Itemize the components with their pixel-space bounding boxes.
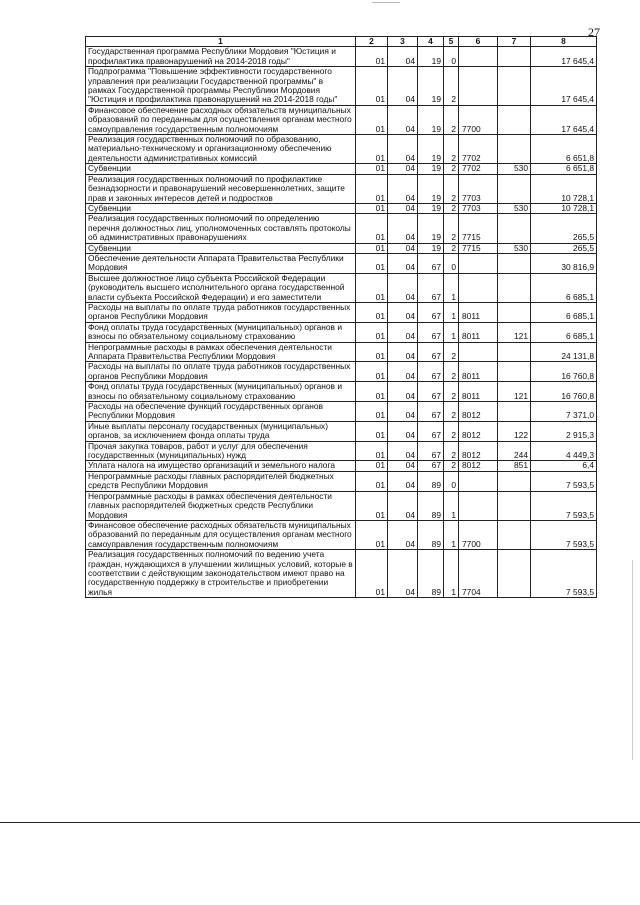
- col-program: 67: [418, 302, 444, 322]
- column-header-4: 4: [418, 37, 444, 47]
- col-program: 19: [418, 203, 444, 213]
- col-target-item: 7703: [459, 203, 498, 213]
- col-section: 01: [356, 243, 388, 253]
- col-section: 01: [356, 47, 388, 67]
- col-expense-type: [498, 302, 531, 322]
- col-subsection: 04: [388, 302, 418, 322]
- col-subsection: 04: [388, 520, 418, 549]
- table-row: [86, 322, 597, 342]
- col-program: 67: [418, 421, 444, 441]
- col-expense-type: 121: [498, 382, 531, 402]
- col-section: 01: [356, 342, 388, 362]
- col-program: 19: [418, 105, 444, 134]
- col-section: 01: [356, 214, 388, 243]
- col-subsection: 04: [388, 342, 418, 362]
- table-row: [86, 174, 597, 203]
- table-row: [86, 550, 597, 598]
- col-section: 01: [356, 135, 388, 164]
- col-subprogram: 2: [444, 105, 459, 134]
- col-amount: 7 593,5: [531, 471, 597, 491]
- bottom-rule: [0, 822, 640, 823]
- col-amount: 6 651,8: [531, 135, 597, 164]
- col-program: 67: [418, 402, 444, 422]
- table-row: [86, 253, 597, 273]
- col-subsection: 04: [388, 441, 418, 461]
- col-amount: 24 131,8: [531, 342, 597, 362]
- col-subsection: 04: [388, 550, 418, 598]
- col-subsection: 04: [388, 421, 418, 441]
- col-amount: 7 593,5: [531, 550, 597, 598]
- table-row: [86, 135, 597, 164]
- column-header-8: 8: [531, 37, 597, 47]
- col-subprogram: 2: [444, 203, 459, 213]
- col-subsection: 04: [388, 47, 418, 67]
- col-section: 01: [356, 421, 388, 441]
- row-name: Уплата налога на имущество организаций и земельного налога: [86, 461, 356, 471]
- col-amount: 7 593,5: [531, 520, 597, 549]
- col-target-item: 8011: [459, 322, 498, 342]
- col-subsection: 04: [388, 362, 418, 382]
- col-section: 01: [356, 253, 388, 273]
- col-target-item: 7702: [459, 135, 498, 164]
- col-program: 67: [418, 382, 444, 402]
- page-number: 27: [588, 25, 600, 39]
- col-subprogram: 2: [444, 461, 459, 471]
- row-name: Расходы на обеспечение функций государственных органов Республики Мордовия: [86, 402, 356, 422]
- table-row: [86, 382, 597, 402]
- col-section: 01: [356, 273, 388, 302]
- col-target-item: 7715: [459, 214, 498, 243]
- col-program: 67: [418, 253, 444, 273]
- row-name: Государственная программа Республики Мордовия "Юстиция и профилактика правонарушений на 2014-2018 годы": [86, 47, 356, 67]
- table-row: [86, 105, 597, 134]
- col-subsection: 04: [388, 273, 418, 302]
- col-subprogram: 2: [444, 135, 459, 164]
- col-amount: 6 685,1: [531, 322, 597, 342]
- column-header-1: 1: [86, 37, 356, 47]
- col-expense-type: 530: [498, 164, 531, 174]
- col-amount: 16 760,8: [531, 382, 597, 402]
- col-subprogram: 1: [444, 273, 459, 302]
- col-subsection: 04: [388, 471, 418, 491]
- col-expense-type: [498, 402, 531, 422]
- col-expense-type: [498, 342, 531, 362]
- col-section: 01: [356, 302, 388, 322]
- table-row: [86, 243, 597, 253]
- col-subsection: 04: [388, 382, 418, 402]
- col-subprogram: 1: [444, 491, 459, 520]
- col-target-item: 8012: [459, 421, 498, 441]
- col-amount: 265,5: [531, 214, 597, 243]
- col-target-item: 8012: [459, 461, 498, 471]
- row-name: Подпрограмма "Повышение эффективности государственного управления при реализации Государственной программы" в рамках Государственной программы Республики Мордовия "Юстиция и профилактика правонарушений на 2014-2018 годы": [86, 67, 356, 106]
- col-expense-type: [498, 135, 531, 164]
- col-subsection: 04: [388, 174, 418, 203]
- col-subprogram: 2: [444, 174, 459, 203]
- col-expense-type: 851: [498, 461, 531, 471]
- col-section: 01: [356, 402, 388, 422]
- col-subsection: 04: [388, 243, 418, 253]
- row-name: Иные выплаты персоналу государственных (муниципальных) органов, за исключением фонда оплаты труда: [86, 421, 356, 441]
- table-row: [86, 441, 597, 461]
- col-expense-type: [498, 174, 531, 203]
- row-name: Реализация государственных полномочий по профилактике безнадзорности и правонарушений несовершеннолетних, защите прав и законных интересов детей и подростков: [86, 174, 356, 203]
- col-target-item: 7703: [459, 174, 498, 203]
- col-target-item: 8011: [459, 362, 498, 382]
- table-row: [86, 491, 597, 520]
- col-expense-type: 122: [498, 421, 531, 441]
- row-name: Реализация государственных полномочий по ведению учета граждан, нуждающихся в улучшении жилищных условий, которые в соответствии с действующим законодательством имеют право на государственную поддержку в строительстве и приобретении жилья: [86, 550, 356, 598]
- budget-table: [85, 36, 597, 598]
- col-expense-type: [498, 550, 531, 598]
- col-target-item: [459, 273, 498, 302]
- col-section: 01: [356, 174, 388, 203]
- row-name: Финансовое обеспечение расходных обязательств муниципальных образований по переданным для осуществления органам местного самоуправления государственным полномочиям: [86, 520, 356, 549]
- col-subprogram: 2: [444, 67, 459, 106]
- table-row: [86, 302, 597, 322]
- col-section: 01: [356, 471, 388, 491]
- col-program: 19: [418, 174, 444, 203]
- col-amount: 4 449,3: [531, 441, 597, 461]
- row-name: Непрограммные расходы главных распорядителей бюджетных средств Республики Мордовия: [86, 471, 356, 491]
- col-subprogram: 2: [444, 421, 459, 441]
- col-subprogram: 2: [444, 214, 459, 243]
- col-subprogram: 2: [444, 342, 459, 362]
- col-amount: 2 915,3: [531, 421, 597, 441]
- col-target-item: [459, 491, 498, 520]
- col-amount: 17 645,4: [531, 47, 597, 67]
- scan-edge: [632, 560, 633, 760]
- table-row: [86, 214, 597, 243]
- col-program: 89: [418, 550, 444, 598]
- row-name: Расходы на выплаты по оплате труда работников государственных органов Республики Мордовия: [86, 302, 356, 322]
- col-program: 67: [418, 342, 444, 362]
- row-name: Реализация государственных полномочий по определению перечня должностных лиц, уполномоченных составлять протоколы об административных правонарушениях: [86, 214, 356, 243]
- table-row: [86, 471, 597, 491]
- col-amount: 30 816,9: [531, 253, 597, 273]
- col-program: 67: [418, 461, 444, 471]
- table-row: [86, 164, 597, 174]
- col-program: 67: [418, 441, 444, 461]
- col-expense-type: 530: [498, 203, 531, 213]
- col-section: 01: [356, 203, 388, 213]
- col-target-item: [459, 67, 498, 106]
- col-subsection: 04: [388, 164, 418, 174]
- col-subsection: 04: [388, 67, 418, 106]
- col-section: 01: [356, 322, 388, 342]
- col-subsection: 04: [388, 105, 418, 134]
- row-name: Непрограммные расходы в рамках обеспечения деятельности Аппарата Правительства Республики Мордовия: [86, 342, 356, 362]
- col-section: 01: [356, 382, 388, 402]
- col-subsection: 04: [388, 402, 418, 422]
- col-subprogram: 1: [444, 550, 459, 598]
- col-target-item: 8011: [459, 302, 498, 322]
- col-subsection: 04: [388, 203, 418, 213]
- col-section: 01: [356, 164, 388, 174]
- col-section: 01: [356, 362, 388, 382]
- col-target-item: [459, 342, 498, 362]
- col-program: 19: [418, 67, 444, 106]
- row-name: Непрограммные расходы в рамках обеспечения деятельности главных распорядителей бюджетных средств Республики Мордовия: [86, 491, 356, 520]
- row-name: Обеспечение деятельности Аппарата Правительства Республики Мордовия: [86, 253, 356, 273]
- col-program: 67: [418, 322, 444, 342]
- col-expense-type: [498, 491, 531, 520]
- col-amount: 10 728,1: [531, 203, 597, 213]
- col-subprogram: 2: [444, 243, 459, 253]
- col-subprogram: 0: [444, 47, 459, 67]
- col-target-item: 7700: [459, 105, 498, 134]
- column-header-5: 5: [444, 37, 459, 47]
- col-program: 19: [418, 164, 444, 174]
- col-target-item: [459, 471, 498, 491]
- col-amount: 7 371,0: [531, 402, 597, 422]
- row-name: Реализация государственных полномочий по образованию, материально-техническому и организационному обеспечению деятельности административных комиссий: [86, 135, 356, 164]
- col-section: 01: [356, 520, 388, 549]
- row-name: Расходы на выплаты по оплате труда работников государственных органов Республики Мордовия: [86, 362, 356, 382]
- table-header-row: [86, 37, 597, 47]
- col-subsection: 04: [388, 461, 418, 471]
- row-name: Субвенции: [86, 203, 356, 213]
- col-target-item: 7704: [459, 550, 498, 598]
- table-row: [86, 421, 597, 441]
- col-expense-type: 530: [498, 243, 531, 253]
- col-program: 89: [418, 520, 444, 549]
- col-subprogram: 0: [444, 253, 459, 273]
- col-subsection: 04: [388, 214, 418, 243]
- table-row: [86, 461, 597, 471]
- col-target-item: 8011: [459, 382, 498, 402]
- column-header-6: 6: [459, 37, 498, 47]
- col-subprogram: 2: [444, 382, 459, 402]
- col-subprogram: 0: [444, 471, 459, 491]
- col-program: 67: [418, 273, 444, 302]
- col-expense-type: [498, 253, 531, 273]
- col-target-item: [459, 253, 498, 273]
- col-amount: 6 685,1: [531, 302, 597, 322]
- col-amount: 17 645,4: [531, 105, 597, 134]
- col-expense-type: [498, 47, 531, 67]
- col-section: 01: [356, 491, 388, 520]
- col-program: 89: [418, 471, 444, 491]
- column-header-7: 7: [498, 37, 531, 47]
- table-row: [86, 402, 597, 422]
- col-expense-type: 244: [498, 441, 531, 461]
- col-amount: 17 645,4: [531, 67, 597, 106]
- table-row: [86, 203, 597, 213]
- col-subsection: 04: [388, 491, 418, 520]
- col-subprogram: 2: [444, 164, 459, 174]
- col-target-item: [459, 47, 498, 67]
- col-section: 01: [356, 550, 388, 598]
- row-name: Фонд оплаты труда государственных (муниципальных) органов и взносы по обязательному социальному страхованию: [86, 322, 356, 342]
- col-section: 01: [356, 105, 388, 134]
- col-expense-type: [498, 520, 531, 549]
- col-subsection: 04: [388, 253, 418, 273]
- col-subprogram: 2: [444, 362, 459, 382]
- col-target-item: 8012: [459, 402, 498, 422]
- col-program: 19: [418, 135, 444, 164]
- row-name: Высшее должностное лицо субъекта Российской Федерации (руководитель высшего исполнительного органа государственной власти субъекта Российской Федерации) и его заместители: [86, 273, 356, 302]
- row-name: Субвенции: [86, 164, 356, 174]
- table-row: [86, 520, 597, 549]
- col-target-item: 8012: [459, 441, 498, 461]
- table-row: [86, 273, 597, 302]
- table-row: [86, 67, 597, 106]
- col-expense-type: 121: [498, 322, 531, 342]
- row-name: Фонд оплаты труда государственных (муниципальных) органов и взносы по обязательному социальному страхованию: [86, 382, 356, 402]
- row-name: Прочая закупка товаров, работ и услуг для обеспечения государственных (муниципальных) нужд: [86, 441, 356, 461]
- col-subprogram: 1: [444, 302, 459, 322]
- row-name: Финансовое обеспечение расходных обязательств муниципальных образований по переданным для осуществления органам местного самоуправления государственным полномочиям: [86, 105, 356, 134]
- scan-mark: [372, 2, 400, 3]
- col-program: 19: [418, 214, 444, 243]
- col-expense-type: [498, 214, 531, 243]
- col-section: 01: [356, 67, 388, 106]
- col-amount: 6 685,1: [531, 273, 597, 302]
- col-expense-type: [498, 471, 531, 491]
- col-amount: 7 593,5: [531, 491, 597, 520]
- col-subprogram: 1: [444, 322, 459, 342]
- col-section: 01: [356, 461, 388, 471]
- col-amount: 6,4: [531, 461, 597, 471]
- col-subsection: 04: [388, 322, 418, 342]
- column-header-2: 2: [356, 37, 388, 47]
- table-row: [86, 47, 597, 67]
- col-target-item: 7715: [459, 243, 498, 253]
- col-program: 89: [418, 491, 444, 520]
- col-subsection: 04: [388, 135, 418, 164]
- col-program: 19: [418, 243, 444, 253]
- table-body: [86, 47, 597, 598]
- col-amount: 265,5: [531, 243, 597, 253]
- column-header-3: 3: [388, 37, 418, 47]
- col-target-item: 7700: [459, 520, 498, 549]
- col-section: 01: [356, 441, 388, 461]
- col-expense-type: [498, 67, 531, 106]
- col-program: 19: [418, 47, 444, 67]
- col-expense-type: [498, 105, 531, 134]
- col-target-item: 7702: [459, 164, 498, 174]
- col-amount: 10 728,1: [531, 174, 597, 203]
- col-subprogram: 2: [444, 441, 459, 461]
- col-amount: 6 651,8: [531, 164, 597, 174]
- col-amount: 16 760,8: [531, 362, 597, 382]
- col-expense-type: [498, 273, 531, 302]
- col-expense-type: [498, 362, 531, 382]
- table-row: [86, 342, 597, 362]
- col-program: 67: [418, 362, 444, 382]
- row-name: Субвенции: [86, 243, 356, 253]
- col-subprogram: 2: [444, 402, 459, 422]
- table-row: [86, 362, 597, 382]
- col-subprogram: 1: [444, 520, 459, 549]
